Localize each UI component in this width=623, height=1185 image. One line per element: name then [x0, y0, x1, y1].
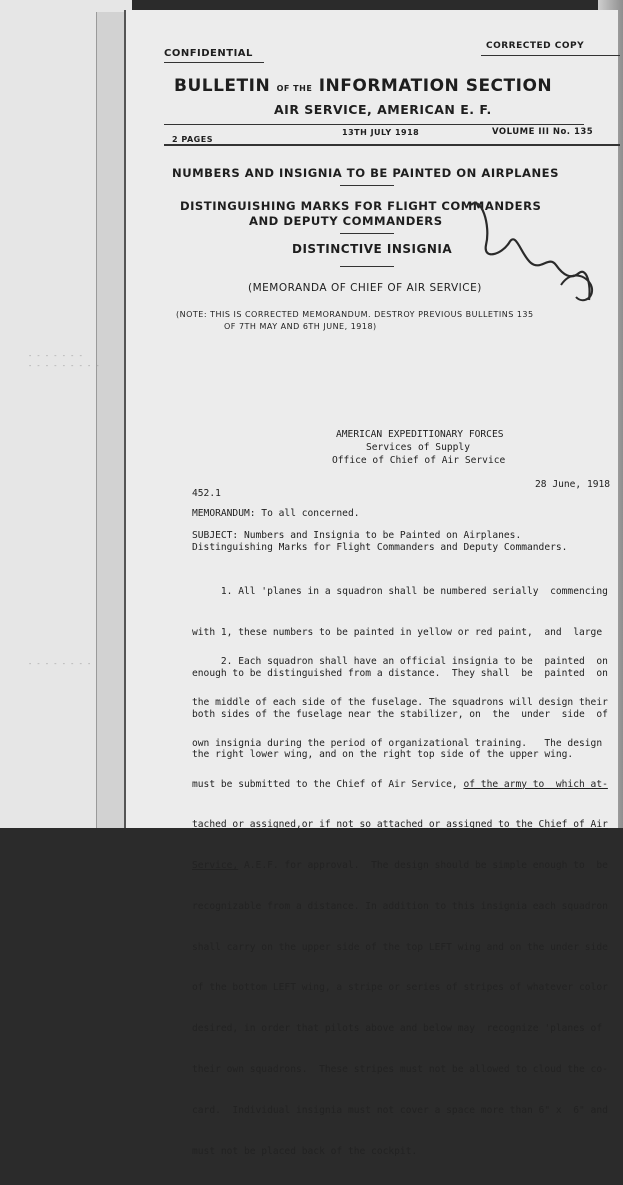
handwritten-annotation: [461, 185, 611, 335]
memo-to: MEMORANDUM: To all concerned.: [192, 508, 360, 519]
confidential-rule: [164, 62, 264, 63]
title-divider-2: [340, 233, 394, 234]
title-distinctive-insignia: DISTINCTIVE INSIGNIA: [292, 242, 453, 256]
memo-date: 28 June, 1918: [535, 479, 611, 490]
p2-line: their own squadrons. These stripes must not be allowed to cloud the co-: [192, 1064, 608, 1075]
header-rule-bottom: [164, 144, 620, 146]
pages-label: 2 PAGES: [172, 135, 213, 144]
p2-line: [192, 859, 612, 873]
note-line-1: (NOTE: THIS IS CORRECTED MEMORANDUM. DESTROY PREVIOUS BULLETINS 135: [176, 310, 534, 319]
volume-label: VOLUME III No. 135: [492, 127, 594, 137]
p2-line: 2. Each squadron shall have an official insignia to be painted on: [192, 656, 608, 668]
p2-line: card. Individual insignia must not cover a space more than 6" x 6" and: [192, 1104, 608, 1116]
corrected-copy-label: CORRECTED COPY: [486, 41, 585, 51]
bulletin-title: [174, 76, 552, 96]
corrected-copy-rule: [481, 55, 620, 56]
title-divider-3: [340, 266, 394, 267]
memo-file-number: 452.1: [192, 488, 221, 499]
p2-line: desired, in order that pilots above and below may recognize 'planes of: [192, 1023, 603, 1035]
title-numbers-insignia: NUMBERS AND INSIGNIA TO BE PAINTED ON AIRPLANES: [172, 166, 559, 180]
ghost-text-3: - - - - - - - -: [28, 660, 92, 668]
underlying-page-edge: [96, 12, 127, 828]
ghost-text-2: - - - - - - - - -: [28, 362, 100, 370]
memo-org-3: Office of Chief of Air Service: [332, 455, 506, 466]
p1-line: both sides of the fuselage near the stabilizer, on the under side of: [192, 708, 608, 720]
bulletin-word: BULLETIN: [174, 76, 271, 96]
p2-text: A.E.F. for approval. The design should be simple enough to be: [238, 860, 608, 872]
air-service-subtitle: AIR SERVICE, AMERICAN E. F.: [274, 102, 492, 117]
p2-line-underlined: tached or assigned,or if not so attached or assigned to the Chief of Air: [192, 819, 608, 831]
p1-line: with 1, these numbers to be painted in yellow or red paint, and large: [192, 626, 603, 638]
p2-line: must not be placed back of the cockpit.: [192, 1145, 418, 1157]
p1-line: 1. All 'planes in a squadron shall be numbered serially commencing: [192, 586, 608, 598]
of-the-word: OF THE: [276, 84, 313, 93]
issue-date: 13TH JULY 1918: [342, 128, 420, 137]
p2-underlined-text: of the army to which at-: [463, 778, 608, 790]
p2-line: of the bottom LEFT wing, a stripe or series of stripes of whatever color: [192, 982, 608, 994]
memoranda-subtitle: (MEMORANDA OF CHIEF OF AIR SERVICE): [248, 282, 482, 294]
p2-line: recognizable from a distance. In addition to this insignia each squadron: [192, 900, 608, 912]
p2-line: own insignia during the period of organizational training. The design: [192, 737, 603, 749]
p2-line: shall carry on the upper side of the top LEFT wing and on the under side: [192, 941, 608, 953]
ghost-text-1: - - - - - - -: [28, 352, 83, 360]
p2-line: [192, 778, 612, 792]
header-rule-top: [164, 124, 584, 125]
p2-underlined-text: Service,: [192, 860, 239, 872]
bulletin-document: [124, 10, 618, 1157]
note-line-2: OF 7TH MAY AND 6TH JUNE, 1918): [224, 322, 377, 331]
p1-line: the right lower wing, and on the right top side of the upper wing.: [192, 749, 574, 761]
memo-subject-2: Distinguishing Marks for Flight Commanders and Deputy Commanders.: [192, 542, 568, 553]
memo-org-1: AMERICAN EXPEDITIONARY FORCES: [336, 429, 504, 440]
confidential-label: CONFIDENTIAL: [164, 48, 253, 59]
p2-text: must be submitted to the Chief of Air Service,: [192, 778, 464, 790]
title-divider-1: [340, 185, 394, 186]
memo-org-2: Services of Supply: [366, 442, 470, 453]
memo-subject-1: SUBJECT: Numbers and Insignia to be Painted on Airplanes.: [192, 530, 522, 541]
title-distinguishing-marks-2: AND DEPUTY COMMANDERS: [249, 214, 443, 228]
memo-paragraph-2: [192, 628, 612, 1185]
p2-line: the middle of each side of the fuselage. The squadrons will design their: [192, 696, 608, 708]
p1-line: enough to be distinguished from a distance. They shall be painted on: [192, 667, 608, 679]
information-section-word: INFORMATION SECTION: [318, 76, 553, 96]
title-distinguishing-marks-1: DISTINGUISHING MARKS FOR FLIGHT COMMANDERS: [180, 199, 542, 213]
